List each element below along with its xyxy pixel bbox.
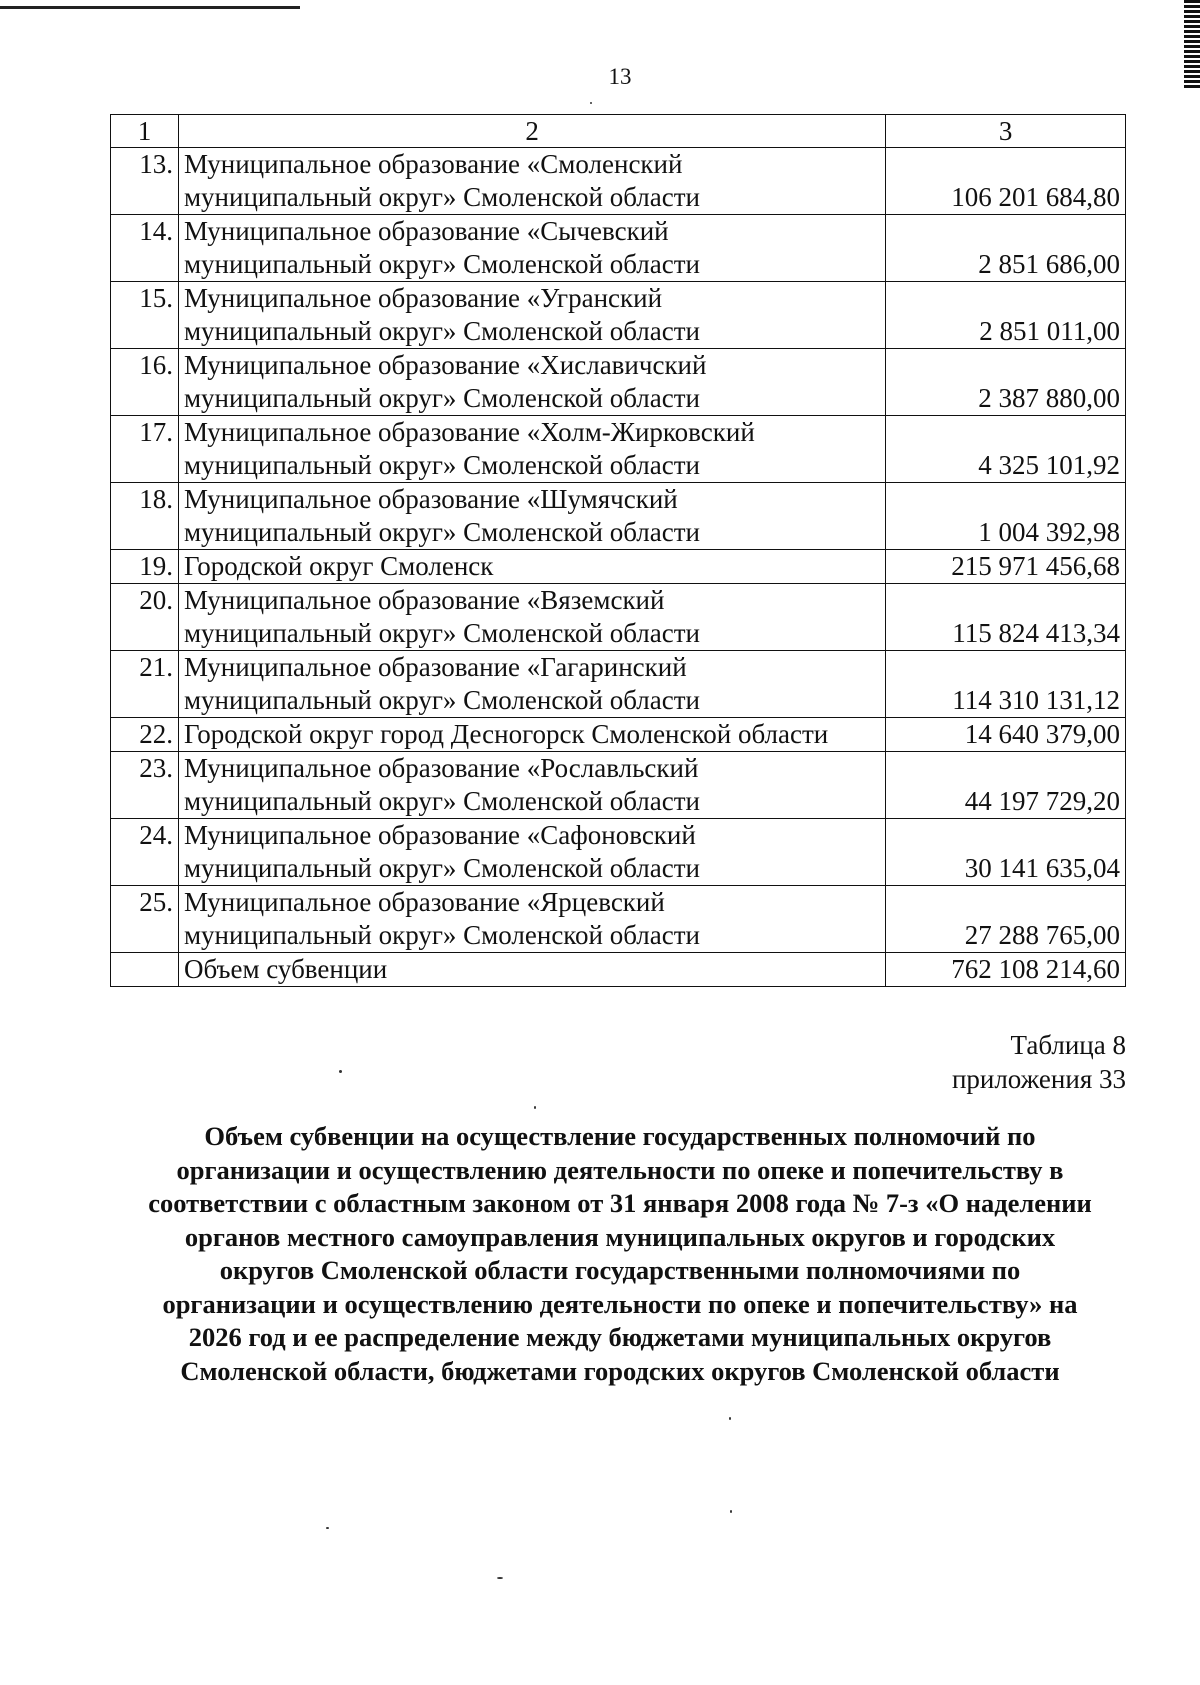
scan-speck [339,1070,342,1073]
title-line: организации и осуществлению деятельности по опеке и попечительству» на [162,1288,1078,1319]
title-line: Смоленской области, бюджетами городских округов Смоленской области [180,1355,1060,1386]
table-row [111,483,1126,550]
row-number: 17. [111,416,179,483]
municipality-line-1: Городской округ Смоленск [183,551,494,581]
row-municipality [178,819,885,886]
row-number: 20. [111,584,179,651]
table-row [111,349,1126,416]
header-col-3: 3 [886,115,1126,148]
municipality-line-1: Муниципальное образование «Вяземский [183,585,665,615]
row-number: 14. [111,215,179,282]
row-number: 16. [111,349,179,416]
row-municipality [178,349,885,416]
scan-speck [729,1417,731,1420]
row-municipality [178,282,885,349]
title-line: 2026 год и ее распределение между бюджетами муниципальных округов [188,1322,1052,1352]
municipality-line-2: муниципальный округ» Смоленской области [183,383,700,413]
row-municipality [178,148,885,215]
municipality-line-1: Муниципальное образование «Смоленский [183,149,683,179]
municipality-line-2: муниципальный округ» Смоленской области [183,786,700,816]
row-amount: 114 310 131,12 [886,651,1126,718]
scan-speck [730,1510,732,1513]
row-municipality [178,550,885,584]
title-line: организации и осуществлению деятельности по опеке и попечительству в [176,1154,1064,1185]
table-row [111,886,1126,953]
row-number: 24. [111,819,179,886]
row-municipality [178,584,885,651]
municipality-line-1: Муниципальное образование «Рославльский [183,753,699,783]
row-amount: 106 201 684,80 [886,148,1126,215]
row-number: 21. [111,651,179,718]
row-municipality [178,215,885,282]
row-number: 22. [111,718,179,752]
table-row [111,416,1126,483]
municipality-line-1: Муниципальное образование «Сычевский [183,216,669,246]
title-line: Объем субвенции на осуществление государственных полномочий по [204,1121,1036,1151]
header-col-1: 1 [111,115,179,148]
row-amount: 115 824 413,34 [886,584,1126,651]
row-number: 18. [111,483,179,550]
municipality-line-2: муниципальный округ» Смоленской области [183,853,700,883]
table-row [111,718,1126,752]
table-row [111,584,1126,651]
row-amount: 1 004 392,98 [886,483,1126,550]
municipality-line-2: муниципальный округ» Смоленской области [183,920,700,950]
municipality-line-1: Муниципальное образование «Хиславичский [183,350,707,380]
subvention-table [110,114,1126,987]
table-row [111,215,1126,282]
municipality-line-1: Муниципальное образование «Холм-Жирковский [183,417,755,447]
municipality-line-2: муниципальный округ» Смоленской области [183,249,700,279]
total-empty-cell [111,953,179,987]
municipality-line-2: муниципальный округ» Смоленской области [183,182,700,212]
municipality-line-1: Муниципальное образование «Угранский [183,283,663,313]
table-row [111,148,1126,215]
row-municipality [178,752,885,819]
scan-speck [497,1577,503,1579]
scan-speck [534,1106,536,1109]
row-amount: 2 851 686,00 [886,215,1126,282]
row-number: 13. [111,148,179,215]
municipality-line-1: Муниципальное образование «Гагаринский [183,652,687,682]
municipality-line-2: муниципальный округ» Смоленской области [183,316,700,346]
row-amount: 30 141 635,04 [886,819,1126,886]
municipality-line-2: муниципальный округ» Смоленской области [183,685,700,715]
row-amount: 2 387 880,00 [886,349,1126,416]
municipality-line-2: муниципальный округ» Смоленской области [183,450,700,480]
caption-table-number: Таблица 8 [1010,1030,1126,1060]
total-label: Объем субвенции [178,953,885,987]
row-municipality [178,416,885,483]
scan-speck [326,1527,329,1529]
row-municipality [178,886,885,953]
table-row [111,282,1126,349]
title-line: округов Смоленской области государственными полномочиями по [219,1255,1021,1285]
table-caption [952,1028,1126,1096]
total-amount: 762 108 214,60 [886,953,1126,987]
row-number: 15. [111,282,179,349]
row-municipality [178,651,885,718]
municipality-line-1: Городской округ город Десногорск Смоленской области [183,719,829,749]
row-number: 23. [111,752,179,819]
row-amount: 215 971 456,68 [886,550,1126,584]
row-municipality [178,718,885,752]
row-amount: 14 640 379,00 [886,718,1126,752]
table-header-row [111,115,1126,148]
municipality-line-2: муниципальный округ» Смоленской области [183,618,700,648]
row-amount: 27 288 765,00 [886,886,1126,953]
caption-appendix: приложения 33 [951,1064,1126,1094]
row-amount: 4 325 101,92 [886,416,1126,483]
row-municipality [178,483,885,550]
header-col-2: 2 [178,115,885,148]
municipality-line-1: Муниципальное образование «Ярцевский [183,887,665,917]
municipality-line-2: муниципальный округ» Смоленской области [183,517,700,547]
table-row [111,819,1126,886]
title-line: органов местного самоуправления муниципальных округов и городских [184,1221,1056,1252]
row-amount: 44 197 729,20 [886,752,1126,819]
table-row [111,651,1126,718]
scan-artifact-line [0,6,300,9]
table-row [111,550,1126,584]
municipality-line-1: Муниципальное образование «Сафоновский [183,820,696,850]
page-number: 13 [608,64,632,89]
document-title [100,1120,1140,1388]
table-total-row [111,953,1126,987]
row-number: 19. [111,550,179,584]
row-number: 25. [111,886,179,953]
row-amount: 2 851 011,00 [886,282,1126,349]
table-row [111,752,1126,819]
scan-speck [590,102,592,104]
title-line: соответствии с областным законом от 31 января 2008 года № 7-з «О наделении [148,1188,1092,1218]
municipality-line-1: Муниципальное образование «Шумячский [183,484,678,514]
